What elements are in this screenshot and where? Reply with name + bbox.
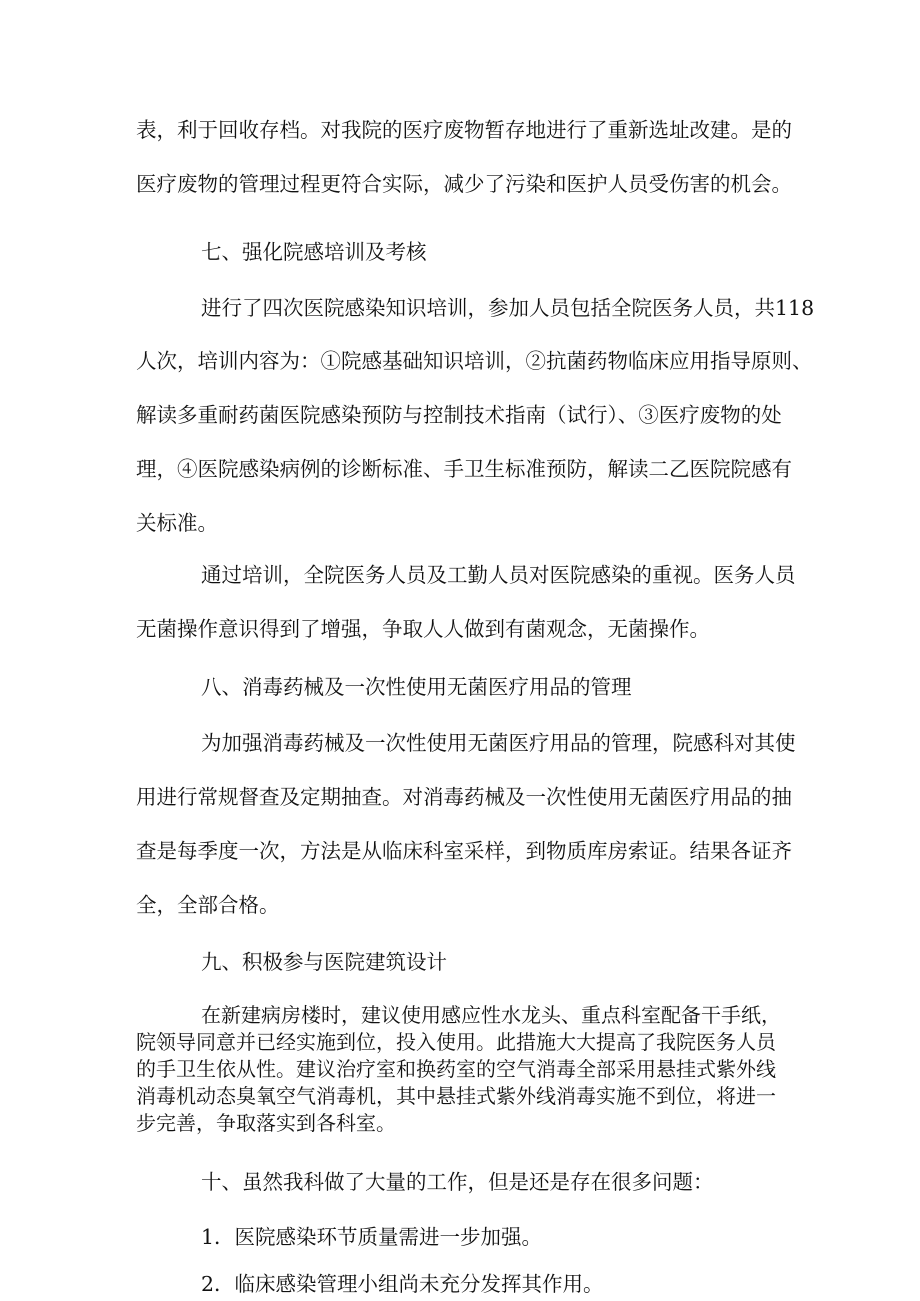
- paragraph-line: 查是每季度一次，方法是从临床科室采样，到物质库房索证。结果各证齐: [136, 839, 792, 863]
- paragraph-line: 人次，培训内容为：①院感基础知识培训，②抗菌药物临床应用指导原则、: [136, 349, 813, 373]
- paragraph-line: 表，利于回收存档。对我院的医疗废物暂存地进行了重新选址改建。是的: [136, 118, 792, 142]
- paragraph-line: 消毒机动态臭氧空气消毒机，其中悬挂式紫外线消毒实施不到位，将进一: [136, 1084, 776, 1108]
- paragraph-line: 理，④医院感染病例的诊断标准、手卫生标准预防，解读二乙医院院感有: [136, 457, 792, 481]
- section-heading-8: 八、消毒药械及一次性使用无菌医疗用品的管理: [201, 675, 632, 699]
- section-heading-9: 九、积极参与医院建筑设计: [201, 950, 447, 974]
- list-item: 1．医院感染环节质量需进一步加强。: [201, 1225, 543, 1249]
- paragraph-line: 医疗废物的管理过程更符合实际，减少了污染和医护人员受伤害的机会。: [136, 172, 792, 196]
- paragraph-line: 关标准。: [136, 511, 218, 535]
- paragraph-line: 为加强消毒药械及一次性使用无菌医疗用品的管理，院感科对其使: [201, 731, 796, 755]
- section-heading-7: 七、强化院感培训及考核: [201, 240, 427, 264]
- paragraph-line: 的手卫生依从性。建议治疗室和换药室的空气消毒全部采用悬挂式紫外线: [136, 1057, 776, 1081]
- paragraph-line: 通过培训，全院医务人员及工勤人员对医院感染的重视。医务人员: [201, 563, 796, 587]
- paragraph-line: 用进行常规督查及定期抽查。对消毒药械及一次性使用无菌医疗用品的抽: [136, 785, 792, 809]
- paragraph-line: 全，全部合格。: [136, 893, 280, 917]
- paragraph-line: 步完善，争取落实到各科室。: [136, 1111, 396, 1135]
- paragraph-line: 进行了四次医院感染知识培训，参加人员包括全院医务人员，共118: [201, 296, 815, 320]
- paragraph-line: 无菌操作意识得到了增强，争取人人做到有菌观念，无菌操作。: [136, 617, 710, 641]
- paragraph-line: 解读多重耐药菌医院感染预防与控制技术指南（试行）、③医疗废物的处: [136, 403, 782, 427]
- paragraph-line: 院领导同意并已经实施到位，投入使用。此措施大大提高了我院医务人员: [136, 1030, 776, 1054]
- section-heading-10: 十、虽然我科做了大量的工作，但是还是存在很多问题：: [201, 1170, 714, 1194]
- paragraph-line: 在新建病房楼时，建议使用感应性水龙头、重点科室配备干手纸，: [201, 1003, 781, 1027]
- list-item: 2．临床感染管理小组尚未充分发挥其作用。: [201, 1272, 604, 1296]
